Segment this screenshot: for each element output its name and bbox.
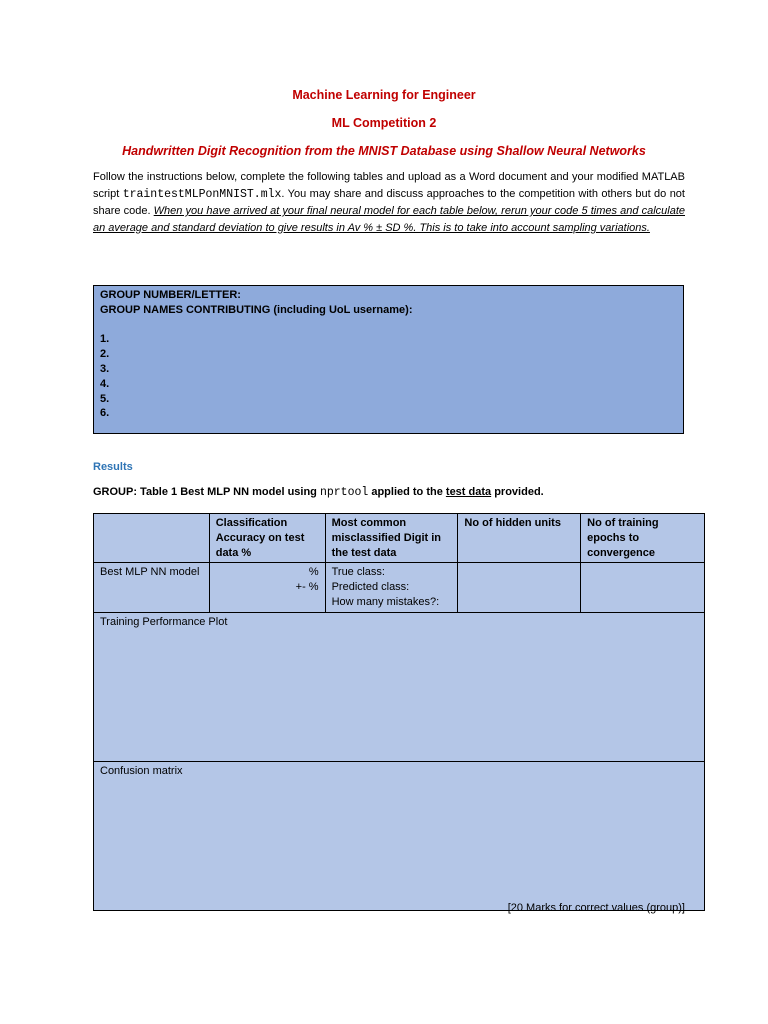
results-heading: Results [93,461,133,473]
header-cell-empty [94,514,210,563]
accuracy-sd: +- % [295,581,319,594]
document-subtitle: Handwritten Digit Recognition from the MNIST Database using Shallow Neural Networks [122,144,646,158]
script-filename: traintestMLPonMNIST.mlx [122,187,282,201]
confusion-matrix-cell[interactable]: Confusion matrix [94,761,705,910]
table-header-row [94,514,705,563]
marks-note: [20 Marks for correct values (group)] [507,902,685,914]
misclassified-cell[interactable] [325,563,458,612]
table-row [94,563,705,612]
row-label: Best MLP NN model [94,563,210,612]
group-member-entry[interactable]: 5. [100,392,110,405]
group-member-entry[interactable]: 6. [100,407,110,420]
hidden-units-cell[interactable] [458,563,581,612]
results-table [93,513,705,911]
instructions-emphasis: When you have arrived at your final neural model for each table below, rerun your code 5 times and calculate an average and standard deviation to give results in Av % ± SD %. This is to take into account sampling variations. [93,205,685,234]
true-class-label: True class: [331,566,385,579]
course-title: Machine Learning for Engineer [292,88,476,102]
group-member-entry[interactable]: 4. [100,377,110,390]
table-row [94,612,705,761]
accuracy-cell[interactable] [209,563,325,612]
caption-middle: applied to the [368,486,446,498]
caption-suffix: provided. [491,486,544,498]
group-member-entry[interactable]: 3. [100,362,110,375]
competition-title: ML Competition 2 [331,116,437,130]
header-accuracy: Classification Accuracy on test data % [209,514,325,563]
group-number-label[interactable]: GROUP NUMBER/LETTER: [100,289,241,301]
training-epochs-cell[interactable] [581,563,705,612]
instructions-text-1: Follow the instructions below, complete the following tables and upload as a Word document and your modified MATLAB script [93,171,685,200]
instructions-text-2: . You may share and discuss approaches to the competition with others but do not share code. [93,187,685,217]
header-misclassified: Most common misclassified Digit in the test data [325,514,458,563]
caption-prefix: GROUP: Table 1 Best MLP NN model using [93,486,320,498]
header-hidden-units: No of hidden units [458,514,581,563]
accuracy-percent: % [308,566,319,579]
header-training-epochs: No of training epochs to convergence [581,514,705,563]
group-member-entry[interactable]: 1. [100,333,110,346]
caption-test-data: test data [445,486,492,498]
group-names-label[interactable]: GROUP NAMES CONTRIBUTING (including UoL username): [100,303,413,316]
caption-tool-name: nprtool [319,486,369,499]
table-caption [93,486,544,499]
training-plot-cell[interactable]: Training Performance Plot [94,612,705,761]
group-info-box [93,285,684,434]
table-row [94,761,705,910]
instructions-paragraph [93,169,685,236]
predicted-class-label: Predicted class: [331,581,410,594]
mistakes-count-label: How many mistakes?: [331,595,440,608]
group-member-entry[interactable]: 2. [100,348,110,361]
